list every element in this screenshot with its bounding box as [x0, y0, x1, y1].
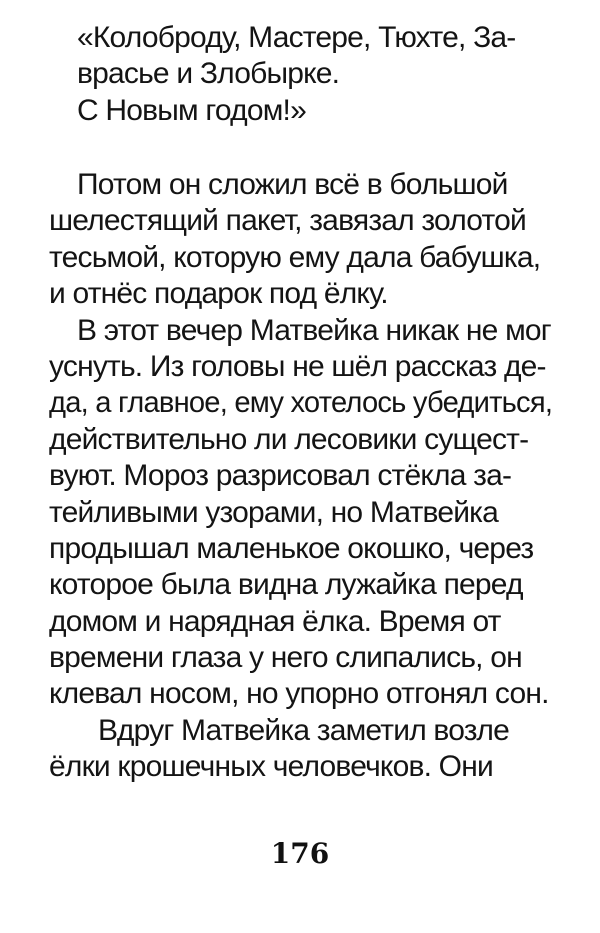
text-line-content: действительно ли лесовики сущест- — [49, 422, 529, 456]
text-line-content: В этот вечер Матвейка никак не мог — [77, 313, 551, 347]
text-line — [49, 458, 552, 494]
text-line — [49, 56, 552, 92]
text-line — [49, 422, 552, 458]
text-line-content: Вдруг Матвейка заметил возле — [98, 713, 509, 747]
text-line — [49, 713, 552, 749]
text-line-content: ёлки крошечных человечков. Они — [49, 750, 493, 784]
text-line-content: тейливыми узорами, но Матвейка — [49, 495, 499, 529]
text-line-content: да, а главное, ему хотелось убедиться, — [49, 386, 553, 420]
text-line — [49, 20, 552, 56]
text-line-content: домом и нарядная ёлка. Время от — [49, 604, 501, 638]
page-number: 176 — [270, 837, 330, 870]
text-line-content: вуют. Мороз разрисовал стёкла за- — [49, 459, 512, 493]
text-line — [49, 276, 552, 312]
text-line-content: и отнёс подарок под ёлку. — [49, 277, 388, 311]
narrative-text — [49, 167, 552, 786]
text-line — [49, 531, 552, 567]
text-line — [49, 640, 552, 676]
text-line — [49, 349, 552, 385]
text-line-content: продышал маленькое окошко, через — [49, 531, 534, 565]
text-line — [49, 495, 552, 531]
text-line — [49, 167, 552, 203]
text-line — [49, 93, 552, 129]
text-line — [49, 604, 552, 640]
text-line-content: Потом он сложил всё в большой — [77, 168, 508, 201]
text-line-content: клевал носом, но упорно отгонял сон. — [49, 677, 549, 711]
text-line — [49, 313, 552, 349]
text-line — [49, 385, 552, 421]
text-line-content: времени глаза у него слипались, он — [49, 641, 522, 675]
text-line — [49, 240, 552, 276]
text-line-content: тесьмой, которую ему дала бабушка, — [49, 240, 541, 274]
text-line-content: уснуть. Из головы не шёл рассказ де- — [49, 349, 546, 383]
text-line-content: которое была видна лужайка перед — [49, 568, 523, 602]
text-line — [49, 749, 552, 785]
text-line — [49, 676, 552, 712]
text-line-content: С Новым годом!» — [77, 93, 306, 127]
text-line-content: «Колоброду, Мастере, Тюхте, За- — [77, 21, 516, 54]
text-line — [49, 567, 552, 603]
text-line-content: врасье и Злобырке. — [77, 57, 340, 91]
letter-text — [49, 20, 552, 129]
text-line — [49, 203, 552, 239]
text-line-content: шелестящий пакет, завязал золотой — [49, 204, 526, 238]
